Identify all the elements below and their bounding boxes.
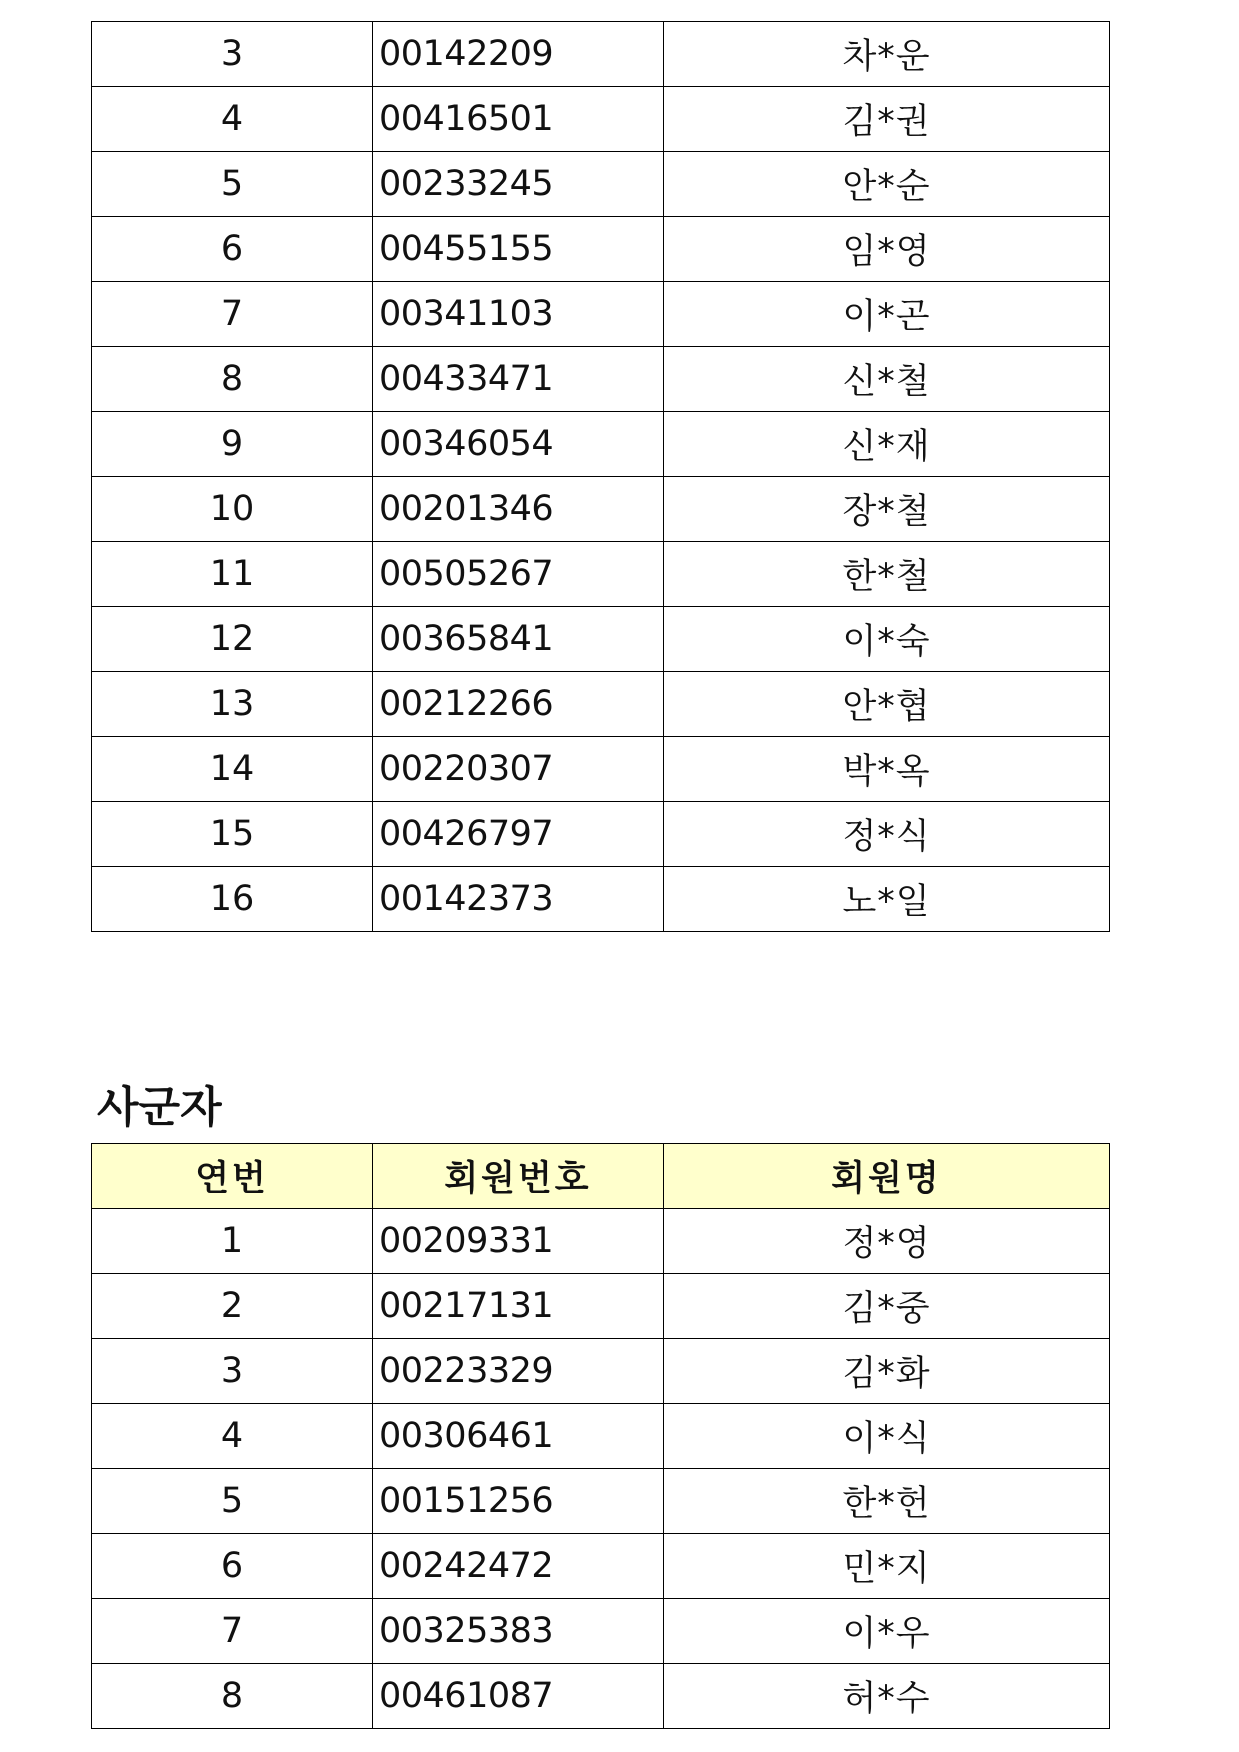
- member-name: 이*숙: [664, 607, 1110, 672]
- member-id: 00416501: [373, 87, 664, 152]
- row-number: 4: [92, 1404, 373, 1469]
- table-header-row: [92, 1144, 1110, 1209]
- row-number: 15: [92, 802, 373, 867]
- row-number: 14: [92, 737, 373, 802]
- row-number: 8: [92, 1664, 373, 1729]
- member-name: 민*지: [664, 1534, 1110, 1599]
- row-number: 4: [92, 87, 373, 152]
- table-row: [92, 802, 1110, 867]
- member-name: 임*영: [664, 217, 1110, 282]
- member-name: 차*운: [664, 22, 1110, 87]
- table-row: [92, 607, 1110, 672]
- table-row: [92, 1469, 1110, 1534]
- member-name: 이*곤: [664, 282, 1110, 347]
- column-header-member-id: 회원번호: [373, 1144, 664, 1209]
- member-id: 00142209: [373, 22, 664, 87]
- table-row: [92, 412, 1110, 477]
- row-number: 7: [92, 1599, 373, 1664]
- table-row: [92, 87, 1110, 152]
- table-row: [92, 1274, 1110, 1339]
- member-id: 00223329: [373, 1339, 664, 1404]
- member-id: 00151256: [373, 1469, 664, 1534]
- member-table-sagunja: [91, 1143, 1110, 1729]
- table-row: [92, 22, 1110, 87]
- row-number: 6: [92, 1534, 373, 1599]
- member-id: 00209331: [373, 1209, 664, 1274]
- row-number: 16: [92, 867, 373, 932]
- member-id: 00142373: [373, 867, 664, 932]
- table-row: [92, 542, 1110, 607]
- member-name: 이*식: [664, 1404, 1110, 1469]
- row-number: 5: [92, 152, 373, 217]
- member-name: 김*중: [664, 1274, 1110, 1339]
- row-number: 2: [92, 1274, 373, 1339]
- table-row: [92, 737, 1110, 802]
- member-id: 00433471: [373, 347, 664, 412]
- table-row: [92, 1339, 1110, 1404]
- member-name: 김*권: [664, 87, 1110, 152]
- member-name: 한*철: [664, 542, 1110, 607]
- table-row: [92, 1404, 1110, 1469]
- member-name: 박*옥: [664, 737, 1110, 802]
- row-number: 8: [92, 347, 373, 412]
- table-row: [92, 347, 1110, 412]
- member-name: 허*수: [664, 1664, 1110, 1729]
- member-name: 이*우: [664, 1599, 1110, 1664]
- member-name: 한*헌: [664, 1469, 1110, 1534]
- member-name: 안*협: [664, 672, 1110, 737]
- table-row: [92, 1664, 1110, 1729]
- table-row: [92, 1209, 1110, 1274]
- member-id: 00217131: [373, 1274, 664, 1339]
- table-row: [92, 477, 1110, 542]
- member-id: 00341103: [373, 282, 664, 347]
- row-number: 10: [92, 477, 373, 542]
- table-row: [92, 1534, 1110, 1599]
- member-id: 00220307: [373, 737, 664, 802]
- member-id: 00346054: [373, 412, 664, 477]
- member-id: 00212266: [373, 672, 664, 737]
- member-name: 신*철: [664, 347, 1110, 412]
- column-header-member-name: 회원명: [664, 1144, 1110, 1209]
- member-name: 정*영: [664, 1209, 1110, 1274]
- table-row: [92, 152, 1110, 217]
- member-name: 김*화: [664, 1339, 1110, 1404]
- member-id: 00365841: [373, 607, 664, 672]
- member-name: 안*순: [664, 152, 1110, 217]
- member-id: 00233245: [373, 152, 664, 217]
- member-id: 00242472: [373, 1534, 664, 1599]
- column-header-number: 연번: [92, 1144, 373, 1209]
- row-number: 12: [92, 607, 373, 672]
- member-id: 00306461: [373, 1404, 664, 1469]
- member-id: 00461087: [373, 1664, 664, 1729]
- table-row: [92, 282, 1110, 347]
- member-name: 정*식: [664, 802, 1110, 867]
- member-id: 00455155: [373, 217, 664, 282]
- table-row: [92, 1599, 1110, 1664]
- section-title: 사군자: [97, 1083, 222, 1133]
- row-number: 7: [92, 282, 373, 347]
- member-name: 신*재: [664, 412, 1110, 477]
- table-row: [92, 672, 1110, 737]
- row-number: 1: [92, 1209, 373, 1274]
- row-number: 5: [92, 1469, 373, 1534]
- row-number: 6: [92, 217, 373, 282]
- row-number: 9: [92, 412, 373, 477]
- table-row: [92, 867, 1110, 932]
- row-number: 3: [92, 1339, 373, 1404]
- member-id: 00426797: [373, 802, 664, 867]
- member-table-continued: [91, 21, 1110, 932]
- row-number: 3: [92, 22, 373, 87]
- member-id: 00505267: [373, 542, 664, 607]
- row-number: 13: [92, 672, 373, 737]
- member-id: 00201346: [373, 477, 664, 542]
- member-id: 00325383: [373, 1599, 664, 1664]
- table-row: [92, 217, 1110, 282]
- row-number: 11: [92, 542, 373, 607]
- member-name: 노*일: [664, 867, 1110, 932]
- member-name: 장*철: [664, 477, 1110, 542]
